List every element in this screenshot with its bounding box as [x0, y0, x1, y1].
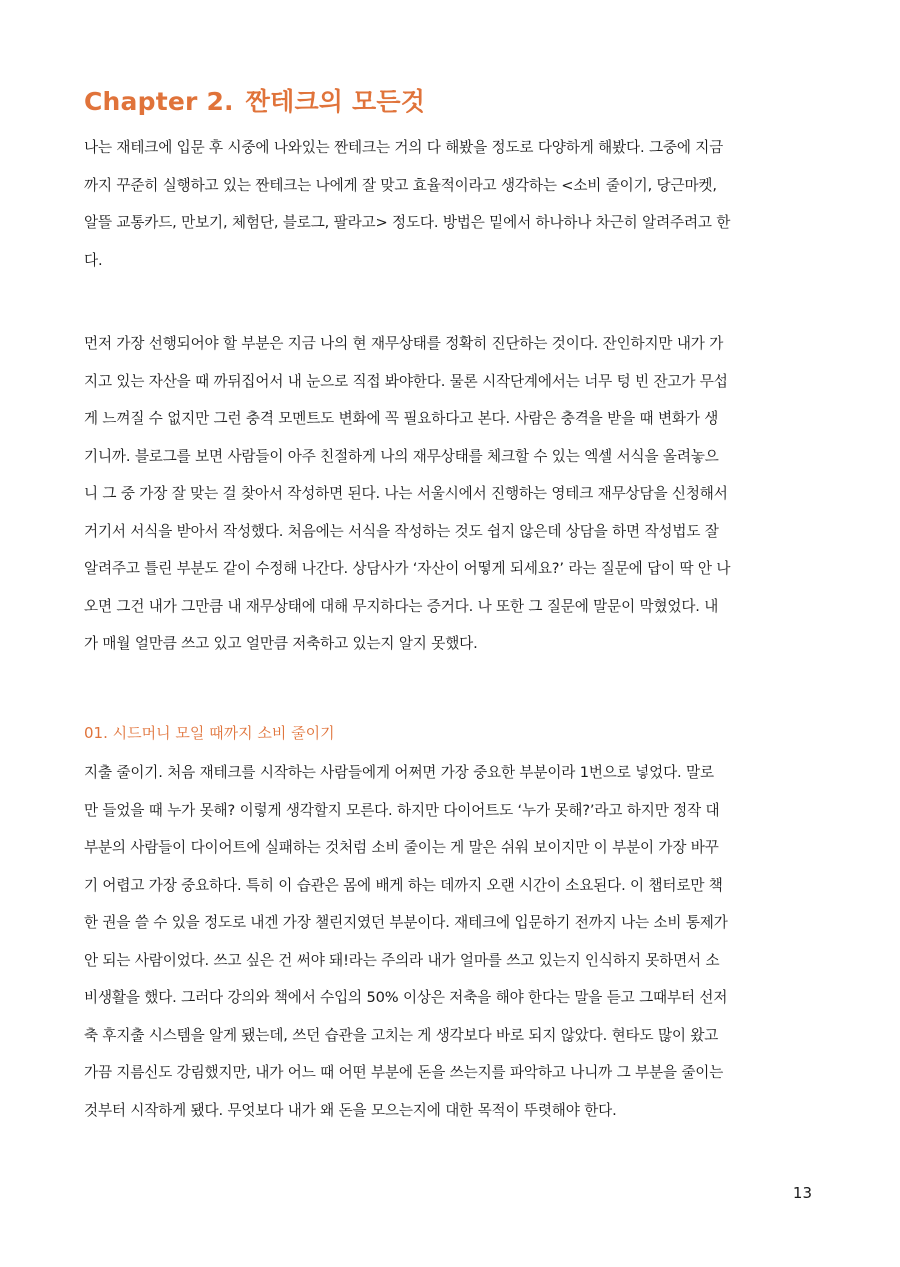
section-heading: 01. 시드머니 모일 때까지 소비 줄이기	[84, 724, 335, 742]
paragraph-line: 오면 그건 내가 그만큼 내 재무상태에 대해 무지하다는 증거다. 나 또한 그 질문에 말문이 막혔었다. 내	[84, 597, 719, 615]
paragraph-line: 니 그 중 가장 잘 맞는 걸 찾아서 작성하면 된다. 나는 서울시에서 진행하는 영테크 재무상담을 신청해서	[84, 485, 728, 502]
paragraph-line: 알려주고 틀린 부분도 같이 수정해 나간다. 상담사가 ‘자산이 어떻게 되세요?’ 라는 질문에 답이 딱 안 나	[84, 560, 731, 577]
diagnosis-paragraph	[84, 325, 816, 663]
paragraph-line: 것부터 시작하게 됐다. 무엇보다 내가 왜 돈을 모으는지에 대한 목적이 뚜렷해야 한다.	[84, 1101, 617, 1119]
paragraph-line: 한 권을 쓸 수 있을 정도로 내겐 가장 챌린지였던 부분이다. 재테크에 입문하기 전까지 나는 소비 통제가	[84, 914, 728, 931]
paragraph-line: 축 후지출 시스템을 알게 됐는데, 쓰던 습관을 고치는 게 생각보다 바로 되지 않았다. 현타도 많이 왔고	[84, 1026, 719, 1044]
paragraph-line: 기 어렵고 가장 중요하다. 특히 이 습관은 몸에 배게 하는 데까지 오랜 시간이 소요된다. 이 챕터로만 책	[84, 876, 723, 894]
paragraph-line: 먼저 가장 선행되어야 할 부분은 지금 나의 현 재무상태를 정확히 진단하는 것이다. 잔인하지만 내가 가	[84, 335, 724, 352]
paragraph-line: 만 들었을 때 누가 못해? 이렇게 생각할지 모른다. 하지만 다이어트도 ‘누가 못해?’라고 하지만 정작 대	[84, 801, 720, 819]
paragraph-line: 지고 있는 자산을 때 까뒤집어서 내 눈으로 직접 봐야한다. 물론 시작단계에서는 너무 텅 빈 잔고가 무섭	[84, 372, 728, 390]
paragraph-line: 까지 꾸준히 실행하고 있는 짠테크는 나에게 잘 맞고 효율적이라고 생각하는 <소비 줄이기, 당근마켓,	[84, 176, 717, 194]
paragraph-line: 게 느껴질 수 없지만 그런 충격 모멘트도 변화에 꼭 필요하다고 본다. 사람은 충격을 받을 때 변화가 생	[84, 410, 719, 427]
paragraph-line: 부분의 사람들이 다이어트에 실패하는 것처럼 소비 줄이는 게 말은 쉬워 보이지만 이 부분이 가장 바꾸	[84, 839, 719, 856]
paragraph-line: 다.	[84, 251, 103, 269]
paragraph-line: 가 매월 얼만큼 쓰고 있고 얼만큼 저축하고 있는지 알지 못했다.	[84, 635, 478, 652]
paragraph-line: 거기서 서식을 받아서 작성했다. 처음에는 서식을 작성하는 것도 쉽지 않은데 상담을 하면 작성법도 잘	[84, 522, 719, 540]
paragraph-line: 나는 재테크에 입문 후 시중에 나와있는 짠테크는 거의 다 해봤을 정도로 다양하게 해봤다. 그중에 지금	[84, 139, 724, 156]
paragraph-line: 기니까. 블로그를 보면 사람들이 아주 친절하게 나의 재무상태를 체크할 수 있는 엑셀 서식을 올려놓으	[84, 447, 719, 465]
chapter-label: Chapter 2.	[84, 87, 234, 116]
section-paragraph	[84, 754, 816, 1129]
paragraph-line: 안 되는 사람이었다. 쓰고 싶은 건 써야 돼!라는 주의라 내가 얼마를 쓰고 있는지 인식하지 못하면서 소	[84, 951, 720, 969]
chapter-title	[84, 82, 425, 118]
paragraph-line: 지출 줄이기. 처음 재테크를 시작하는 사람들에게 어쩌면 가장 중요한 부분이라 1번으로 넣었다. 말로	[84, 764, 714, 781]
page-number: 13	[792, 1184, 812, 1202]
intro-paragraph	[84, 129, 816, 279]
paragraph-line: 알뜰 교통카드, 만보기, 체험단, 블로그, 팔라고> 정도다. 방법은 밑에서 하나하나 차근히 알려주려고 한	[84, 214, 731, 231]
chapter-name: 짠테크의 모든것	[245, 87, 426, 116]
paragraph-line: 비생활을 했다. 그러다 강의와 책에서 수입의 50% 이상은 저축을 해야 한다는 말을 듣고 그때부터 선저	[84, 989, 728, 1006]
paragraph-line: 가끔 지름신도 강림했지만, 내가 어느 때 어떤 부분에 돈을 쓰는지를 파악하고 나니까 그 부분을 줄이는	[84, 1064, 724, 1081]
